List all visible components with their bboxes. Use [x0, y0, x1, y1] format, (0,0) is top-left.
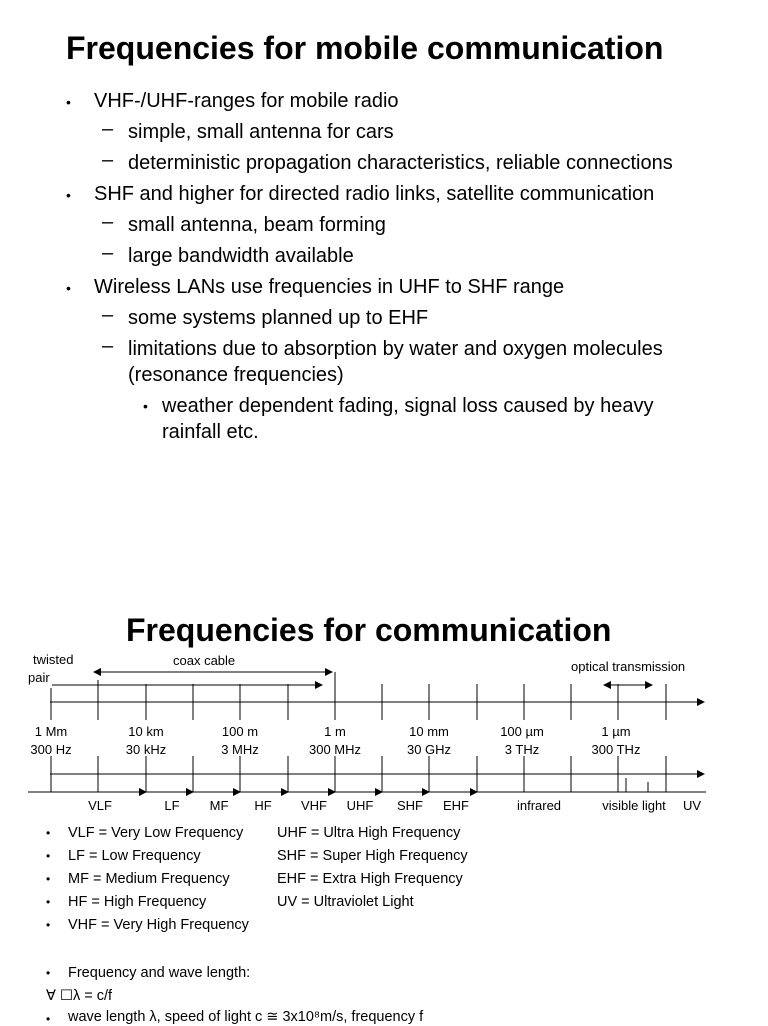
list-item: some systems planned up to EHF: [128, 307, 429, 329]
list-item: weather dependent fading, signal loss caused by heavy: [162, 395, 654, 417]
frequency-label: 30 GHz: [406, 742, 452, 757]
legend-item: SHF = Super High Frequency: [277, 848, 468, 864]
band-label-ehf: EHF: [443, 798, 469, 813]
bullet-icon: •: [66, 187, 71, 203]
band-label-mf: MF: [209, 798, 229, 813]
band-label-lf: LF: [164, 798, 180, 813]
twisted-pair-label: pair: [28, 670, 50, 685]
frequency-label: 3 MHz: [221, 742, 259, 757]
bullet-icon: •: [46, 849, 51, 863]
bullet-icon: •: [46, 918, 51, 932]
frequency-label: 300 MHz: [308, 742, 362, 757]
legend-item: UV = Ultraviolet Light: [277, 894, 414, 910]
band-label-vlf: VLF: [88, 798, 112, 813]
list-item: rainfall etc.: [162, 421, 259, 443]
band-label-shf: SHF: [397, 798, 423, 813]
slide1-title: Frequencies for mobile communication: [66, 30, 664, 66]
list-item: (resonance frequencies): [128, 364, 344, 386]
band-label-uv: UV: [682, 798, 702, 813]
list-item: large bandwidth available: [128, 245, 354, 267]
wavelength-label: 100 µm: [500, 724, 544, 739]
wavelength-label: 10 mm: [409, 724, 449, 739]
band-label-hf: HF: [254, 798, 272, 813]
wavelength-label: 1 Mm: [34, 724, 68, 739]
twisted-pair-label: twisted: [33, 652, 74, 667]
bullet-icon: •: [46, 1012, 51, 1026]
wavelength-label: 100 m: [221, 724, 259, 739]
band-label-uhf: UHF: [346, 798, 374, 813]
legend-item: UHF = Ultra High Frequency: [277, 825, 461, 841]
frequency-label: 3 THz: [504, 742, 540, 757]
note-item: ∀ ☐λ = c/f: [46, 988, 113, 1004]
wavelength-label: 1 µm: [601, 724, 631, 739]
bullet-icon: •: [46, 966, 51, 980]
dash-icon: –: [102, 335, 114, 357]
legend-item: VLF = Very Low Frequency: [68, 825, 244, 841]
legend-item: HF = High Frequency: [68, 894, 207, 910]
bullet-icon: •: [46, 872, 51, 886]
legend-item: EHF = Extra High Frequency: [277, 871, 463, 887]
slide2-title: Frequencies for communication: [126, 612, 612, 648]
bullet-icon: •: [66, 94, 71, 110]
coax-cable-label: coax cable: [173, 653, 236, 668]
dash-icon: –: [102, 149, 114, 171]
frequency-spectrum-diagram: [0, 650, 768, 820]
list-item: SHF and higher for directed radio links, satellite communication: [94, 183, 655, 205]
band-label-visible-light: visible light: [602, 798, 666, 813]
legend-item: MF = Medium Frequency: [68, 871, 230, 887]
wavelength-label: 10 km: [128, 724, 164, 739]
legend-item: LF = Low Frequency: [68, 848, 201, 864]
legend-item: VHF = Very High Frequency: [68, 917, 249, 933]
list-item: small antenna, beam forming: [128, 214, 386, 236]
wavelength-label: 1 m: [324, 724, 346, 739]
list-item: Wireless LANs use frequencies in UHF to SHF range: [94, 276, 565, 298]
bullet-icon: •: [46, 826, 51, 840]
dash-icon: –: [102, 118, 114, 140]
frequency-label: 300 Hz: [30, 742, 72, 757]
list-item: limitations due to absorption by water and oxygen molecules: [128, 338, 663, 360]
dash-icon: –: [102, 211, 114, 233]
optical-transmission-label: optical transmission: [571, 659, 686, 674]
band-label-vhf: VHF: [301, 798, 327, 813]
note-item: Frequency and wave length:: [68, 965, 251, 981]
bullet-icon: •: [46, 895, 51, 909]
bullet-icon: •: [66, 280, 71, 296]
frequency-label: 300 THz: [591, 742, 641, 757]
list-item: VHF-/UHF-ranges for mobile radio: [94, 90, 399, 112]
frequency-label: 30 kHz: [125, 742, 167, 757]
band-label-infrared: infrared: [516, 798, 562, 813]
upper-ticks: [51, 672, 666, 720]
list-item: deterministic propagation characteristics, reliable connections: [128, 152, 673, 174]
dash-icon: –: [102, 304, 114, 326]
dash-icon: –: [102, 242, 114, 264]
note-item: wave length λ, speed of light c ≅ 3x10⁸m/s, frequency f: [68, 1009, 424, 1025]
list-item: simple, small antenna for cars: [128, 121, 394, 143]
bullet-icon: •: [143, 398, 148, 414]
